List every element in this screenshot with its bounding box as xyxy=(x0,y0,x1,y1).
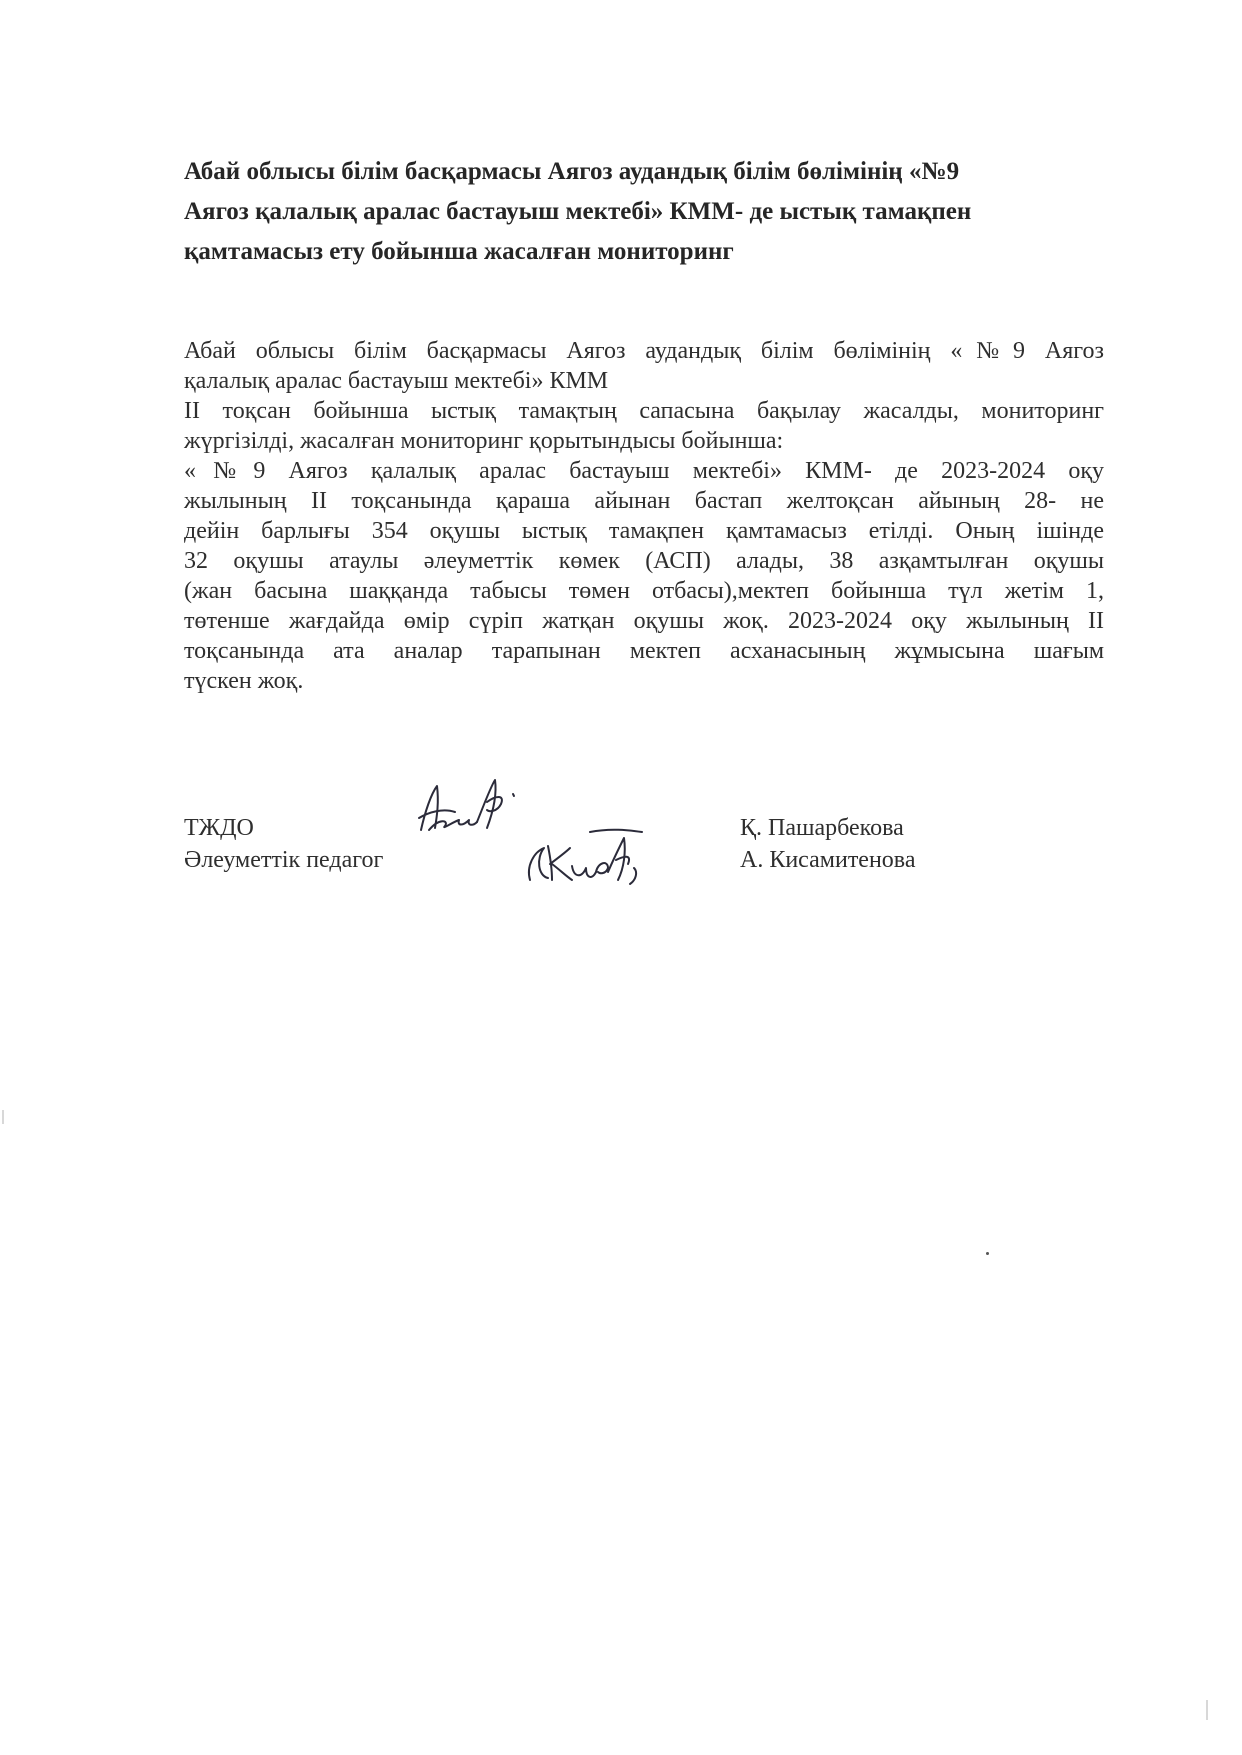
scan-edge-mark xyxy=(2,1110,4,1124)
body-line: (жан басына шаққанда табысы төмен отбасы),мектеп бойынша түл жетім 1, xyxy=(184,578,1104,604)
body-line: Абай облысы білім басқармасы Аягоз аудандық білім бөлімінің «№9 Аягоз xyxy=(184,338,1104,364)
body-line: II тоқсан бойынша ыстық тамақтың сапасына бақылау жасалды, мониторинг xyxy=(184,398,1104,424)
document-body xyxy=(184,336,1104,696)
body-line: тоқсанында ата аналар тарапынан мектеп асханасының жұмысына шағым xyxy=(184,638,1104,664)
signatory-role: Әлеуметтік педагог xyxy=(184,847,384,873)
body-line: төтенше жағдайда өмір сүріп жатқан оқушы жоқ. 2023-2024 оқу жылының II xyxy=(184,608,1104,634)
body-line: түскен жоқ. xyxy=(184,668,304,694)
body-line: дейін барлығы 354 оқушы ыстық тамақпен қамтамасыз етілді. Оның ішінде xyxy=(184,518,1104,544)
title-line: Аягоз қалалық аралас бастауыш мектебі» КММ- де ыстық тамақпен xyxy=(184,198,972,225)
body-line: жүргізілді, жасалған мониторинг қорытындысы бойынша: xyxy=(184,428,784,454)
signatory-role: ТЖДО xyxy=(184,815,254,841)
scan-edge-mark xyxy=(1206,1700,1208,1720)
handwritten-signature xyxy=(415,772,525,842)
title-line: Абай облысы білім басқармасы Аягоз аудандық білім бөлімінің «№9 xyxy=(184,158,960,185)
signatory-name: А. Кисамитенова xyxy=(740,847,916,873)
scan-speck xyxy=(986,1252,989,1255)
handwritten-signature xyxy=(520,822,650,892)
signatory-roles xyxy=(184,812,383,876)
signatory-names xyxy=(740,812,915,876)
body-line: «№9 Аягоз қалалық аралас бастауыш мектебі» КММ- де 2023-2024 оқу xyxy=(184,458,1104,484)
signatory-name: Қ. Пашарбекова xyxy=(740,815,904,841)
title-line: қамтамасыз ету бойынша жасалған мониторинг xyxy=(184,238,734,265)
body-line: 32 оқушы атаулы әлеуметтік көмек (АСП) алады, 38 азқамтылған оқушы xyxy=(184,548,1104,574)
document-title xyxy=(184,152,1114,272)
body-line: жылының II тоқсанында қараша айынан бастап желтоқсан айының 28- не xyxy=(184,488,1104,514)
body-line: қалалық аралас бастауыш мектебі» КММ xyxy=(184,368,609,394)
